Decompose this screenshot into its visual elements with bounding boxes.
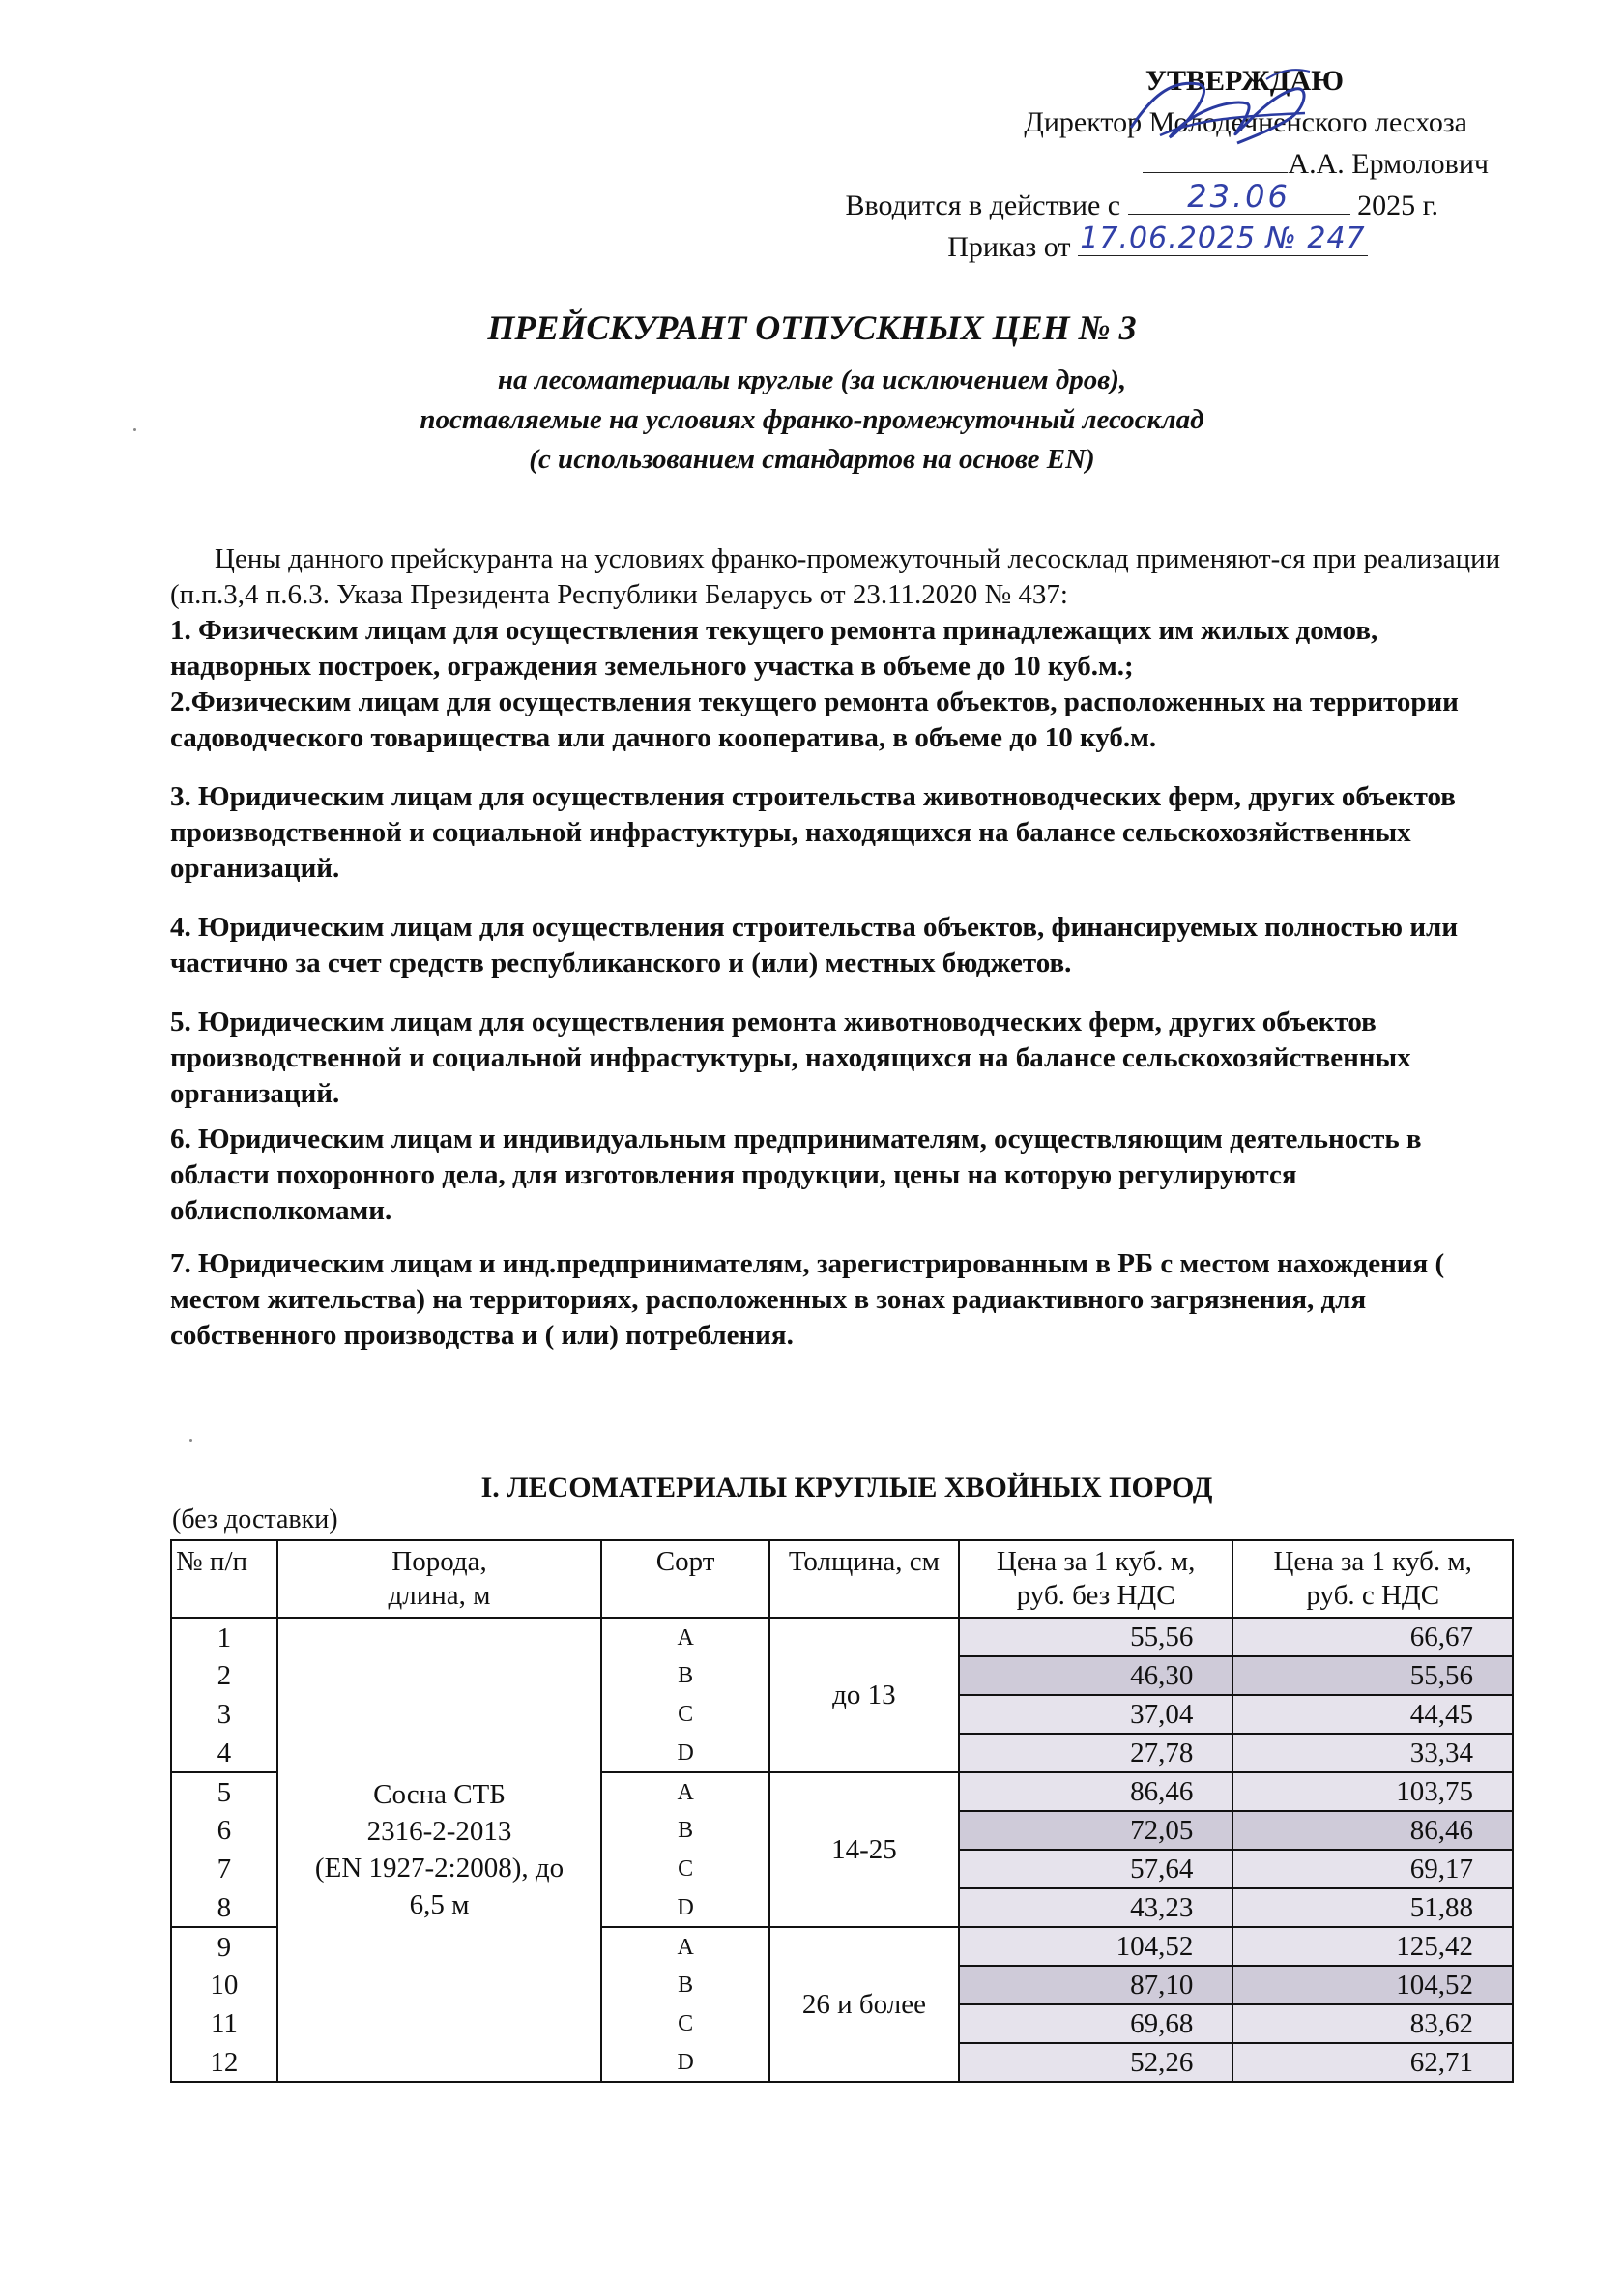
row-number: 6	[171, 1811, 277, 1850]
price-no-vat-cell: 104,52	[959, 1927, 1233, 1966]
price-vat-cell: 125,42	[1232, 1927, 1513, 1966]
row-number: 11	[171, 2004, 277, 2043]
grade-cell: C	[601, 1850, 769, 1888]
header-species: Порода, длина, м	[277, 1540, 601, 1618]
price-no-vat-cell: 69,68	[959, 2004, 1233, 2043]
section-note: (без доставки)	[172, 1505, 338, 1534]
price-vat-cell: 104,52	[1232, 1966, 1513, 2004]
price-vat-cell: 62,71	[1232, 2043, 1513, 2082]
grade-cell: D	[601, 2043, 769, 2082]
list-item: 2.Физическим лицам для осуществления текущего ремонта объектов, расположенных на территории садоводческого товарищества или дачного кооператива, в объеме до 10 куб.м.	[170, 687, 1459, 753]
row-number: 9	[171, 1927, 277, 1966]
document-body	[170, 541, 1523, 1354]
price-vat-cell: 33,34	[1232, 1734, 1513, 1772]
row-number: 5	[171, 1772, 277, 1811]
row-number: 4	[171, 1734, 277, 1772]
document-subtitle: на лесоматериалы круглые (за исключением дров), поставляемые на условиях франко-промежуточный лесосклад (с использованием стандартов на основе EN)	[420, 365, 1204, 475]
scan-speck	[189, 1439, 192, 1442]
order-line: Приказ от 17.06.2025 № 247	[793, 226, 1368, 268]
price-vat-cell: 51,88	[1232, 1888, 1513, 1927]
price-no-vat-cell: 37,04	[959, 1695, 1233, 1734]
grade-cell: A	[601, 1772, 769, 1811]
grade-cell: B	[601, 1811, 769, 1850]
row-number: 12	[171, 2043, 277, 2082]
list-item: 3. Юридическим лицам для осуществления строительства животноводческих ферм, других объектов производственной и социальной инфрастуктуры, находящихся на балансе сельскохозяйственных организаций.	[170, 781, 1456, 884]
table-header-row	[171, 1540, 1513, 1618]
grade-cell: B	[601, 1966, 769, 2004]
price-vat-cell: 55,56	[1232, 1656, 1513, 1695]
row-number: 2	[171, 1656, 277, 1695]
species-cell: Сосна СТБ 2316-2-2013 (EN 1927-2:2008), до 6,5 м	[277, 1618, 601, 2082]
list-item: 1. Физическим лицам для осуществления текущего ремонта принадлежащих им жилых домов, надворных построек, ограждения земельного участка в объеме до 10 куб.м.;	[170, 615, 1378, 682]
price-table	[170, 1539, 1514, 2083]
header-thickness: Толщина, см	[769, 1540, 959, 1618]
document-title: ПРЕЙСКУРАНТ ОТПУСКНЫХ ЦЕН № 3	[487, 308, 1137, 347]
grade-cell: A	[601, 1618, 769, 1656]
price-vat-cell: 86,46	[1232, 1811, 1513, 1850]
price-no-vat-cell: 52,26	[959, 2043, 1233, 2082]
effective-date-blank	[1128, 178, 1350, 215]
grade-cell: A	[601, 1927, 769, 1966]
row-number: 7	[171, 1850, 277, 1888]
approval-name: А.А. Ермолович	[793, 143, 1489, 185]
price-no-vat-cell: 87,10	[959, 1966, 1233, 2004]
list-item: 7. Юридическим лицам и инд.предпринимателям, зарегистрированным в РБ с местом нахождения ( местом жительства) на территориях, расположенных в зонах радиактивного загрязнения, для собственного производства и ( или) потребления.	[170, 1248, 1445, 1351]
price-vat-cell: 44,45	[1232, 1695, 1513, 1734]
price-no-vat-cell: 43,23	[959, 1888, 1233, 1927]
row-number: 3	[171, 1695, 277, 1734]
grade-cell: C	[601, 2004, 769, 2043]
table-row	[171, 1618, 1513, 1656]
price-no-vat-cell: 46,30	[959, 1656, 1233, 1695]
effective-date-handwritten: 23.06	[1187, 178, 1290, 215]
thickness-cell: до 13	[769, 1618, 959, 1772]
grade-cell: B	[601, 1656, 769, 1695]
header-num: № п/п	[171, 1540, 277, 1618]
scan-speck	[133, 428, 136, 431]
header-grade: Сорт	[601, 1540, 769, 1618]
header-price-no-vat: Цена за 1 куб. м, руб. без НДС	[959, 1540, 1233, 1618]
price-no-vat-cell: 57,64	[959, 1850, 1233, 1888]
header-price-vat: Цена за 1 куб. м, руб. с НДС	[1232, 1540, 1513, 1618]
price-no-vat-cell: 86,46	[959, 1772, 1233, 1811]
section-title: I. ЛЕСОМАТЕРИАЛЫ КРУГЛЫЕ ХВОЙНЫХ ПОРОД	[480, 1472, 1213, 1504]
intro-paragraph: Цены данного прейскуранта на условиях франко-промежуточный лесосклад применяют-ся при реализации (п.п.3,4 п.6.3. Указа Президента Республики Беларусь от 23.11.2020 № 437:	[170, 543, 1501, 610]
thickness-cell: 14-25	[769, 1772, 959, 1927]
price-vat-cell: 103,75	[1232, 1772, 1513, 1811]
approval-position: Директор Молодечненского лесхоза	[1024, 106, 1467, 138]
price-no-vat-cell: 55,56	[959, 1618, 1233, 1656]
thickness-cell: 26 и более	[769, 1927, 959, 2082]
approval-heading: УТВЕРЖДАЮ	[1145, 65, 1344, 97]
grade-cell: D	[601, 1734, 769, 1772]
list-item: 4. Юридическим лицам для осуществления строительства объектов, финансируемых полностью или частично за счет средств республиканского и (или) местных бюджетов.	[170, 912, 1459, 979]
signature-scribble	[1112, 60, 1334, 166]
price-vat-cell: 69,17	[1232, 1850, 1513, 1888]
row-number: 1	[171, 1618, 277, 1656]
grade-cell: D	[601, 1888, 769, 1927]
grade-cell: C	[601, 1695, 769, 1734]
row-number: 10	[171, 1966, 277, 2004]
price-vat-cell: 83,62	[1232, 2004, 1513, 2043]
row-number: 8	[171, 1888, 277, 1927]
list-item: 6. Юридическим лицам и индивидуальным предпринимателям, осуществляющим деятельность в области похоронного дела, для изготовления продукции, цены на которую регулируются облисполкомами.	[170, 1124, 1422, 1226]
price-vat-cell: 66,67	[1232, 1618, 1513, 1656]
order-handwritten: 17.06.2025 № 247	[1080, 221, 1366, 255]
effective-date-line: Вводится в действие с 23.06 2025 г.	[845, 178, 1438, 221]
list-item: 5. Юридическим лицам для осуществления ремонта животноводческих ферм, других объектов производственной и социальной инфрастуктуры, находящихся на балансе сельскохозяйственных организаций.	[170, 1007, 1411, 1109]
price-no-vat-cell: 27,78	[959, 1734, 1233, 1772]
price-no-vat-cell: 72,05	[959, 1811, 1233, 1850]
